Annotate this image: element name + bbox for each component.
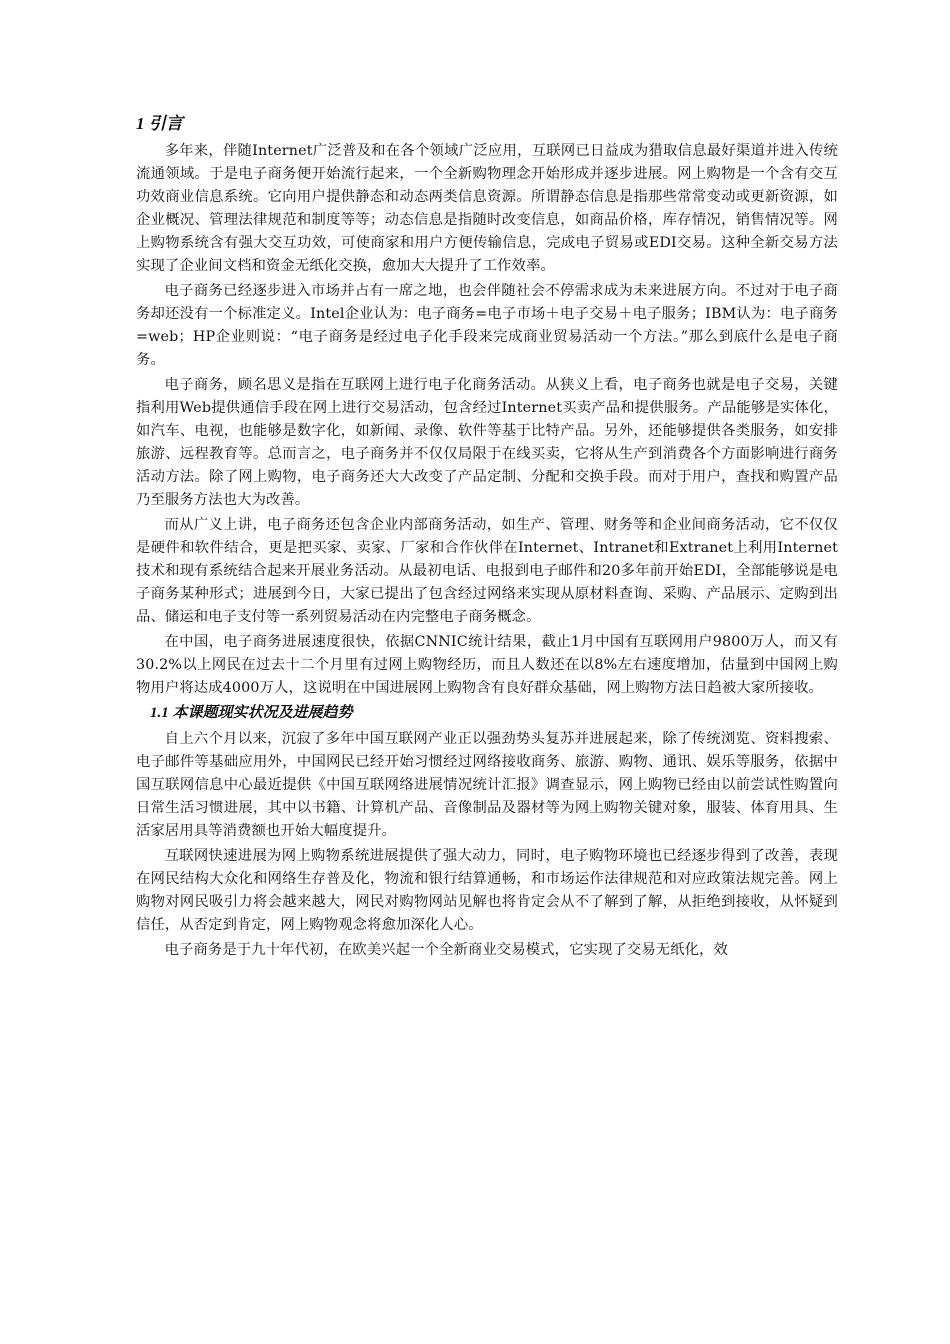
paragraph: 而从广义上讲，电子商务还包含企业内部商务活动，如生产、管理、财务等和企业间商务活动，它不仅仅是硬件和软件结合，更是把买家、卖家、厂家和合作伙伴在Internet、Intranet和Extranet上利用Internet技术和现有系统结合起来开展业务活动。从最初电话、电报到电子邮件和20多年前开始EDI，全部能够说是电子商务某种形式；进展到今日，大家已提出了包含经过网络来实现从原材料查询、采购、产品展示、定购到出品、储运和电子支付等一系列贸易活动在内完整电子商务概念。 [136,517,838,625]
document-page [136,112,838,964]
section-heading-1: 1 引言 [136,114,183,133]
paragraph: 电子商务是于九十年代初，在欧美兴起一个全新商业交易模式，它实现了交易无纸化，效 [164,942,729,958]
paragraph: 自上六个月以来，沉寂了多年中国互联网产业正以强劲势头复苏并进展起来，除了传统浏览、资料搜索、电子邮件等基础应用外，中国网民已经开始习惯经过网络接收商务、旅游、购物、通讯、娱乐等服务，依据中国互联网信息中心最近提供《中国互联网络进展情况统计汇报》调查显示，网上购物已经由以前尝试性购置向日常生活习惯进展，其中以书籍、计算机产品、音像制品及器材等为网上购物关键对象，服装、体育用具、生活家居用具等消费额也开始大幅度提升。 [136,731,838,839]
paragraph: 电子商务已经逐步进入市场并占有一席之地，也会伴随社会不停需求成为未来进展方向。不过对于电子商务却还没有一个标准定义。Intel企业认为：电子商务=电子市场＋电子交易＋电子服务；IBM认为：电子商务=web；HP企业则说：“电子商务是经过电子化手段来完成商业贸易活动一个方法。”那么到底什么是电子商务。 [136,283,838,368]
paragraph: 多年来，伴随Internet广泛普及和在各个领域广泛应用，互联网已日益成为猎取信息最好渠道并进入传统流通领域。于是电子商务便开始流行起来，一个全新购物理念开始形成并逐步进展。网上购物是一个含有交互功效商业信息系统。它向用户提供静态和动态两类信息资源。所谓静态信息是指那些常常变动或更新资源，如企业概况、管理法律规范和制度等等；动态信息是指随时改变信息，如商品价格，库存情况，销售情况等。网上购物系统含有强大交互功效，可使商家和用户方便传输信息，完成电子贸易或EDI交易。这种全新交易方法实现了企业间文档和资金无纸化交换，愈加大大提升了工作效率。 [136,143,838,274]
paragraph: 在中国，电子商务进展速度很快，依据CNNIC统计结果，截止1月中国有互联网用户9800万人，而又有30.2%以上网民在过去十二个月里有过网上购物经历，而且人数还在以8%左右速度增加，估量到中国网上购物用户将达成4000万人，这说明在中国进展网上购物含有良好群众基础，网上购物方法日趋被大家所接收。 [136,634,838,696]
section-heading-1-1: 1.1 本课题现实状况及进展趋势 [150,705,353,721]
paragraph: 互联网快速进展为网上购物系统进展提供了强大动力，同时，电子购物环境也已经逐步得到了改善，表现在网民结构大众化和网络生存普及化，物流和银行结算通畅，和市场运作法律规范和对应政策法规完善。网上购物对网民吸引力将会越来越大，网民对购物网站见解也将肯定会从不了解到了解，从拒绝到接收，从怀疑到信任，从否定到肯定，网上购物观念将愈加深化人心。 [136,848,838,933]
paragraph: 电子商务，顾名思义是指在互联网上进行电子化商务活动。从狭义上看，电子商务也就是电子交易，关键指利用Web提供通信手段在网上进行交易活动，包含经过Internet买卖产品和提供服务。产品能够是实体化，如汽车、电视，也能够是数字化，如新闻、录像、软件等基于比特产品。另外，还能够提供各类服务，如安排旅游、远程教育等。总而言之，电子商务并不仅仅局限于在线买卖，它将从生产到消费各个方面影响进行商务活动方法。除了网上购物，电子商务还大大改变了产品定制、分配和交换手段。而对于用户，查找和购置产品乃至服务方法也大为改善。 [136,377,838,508]
